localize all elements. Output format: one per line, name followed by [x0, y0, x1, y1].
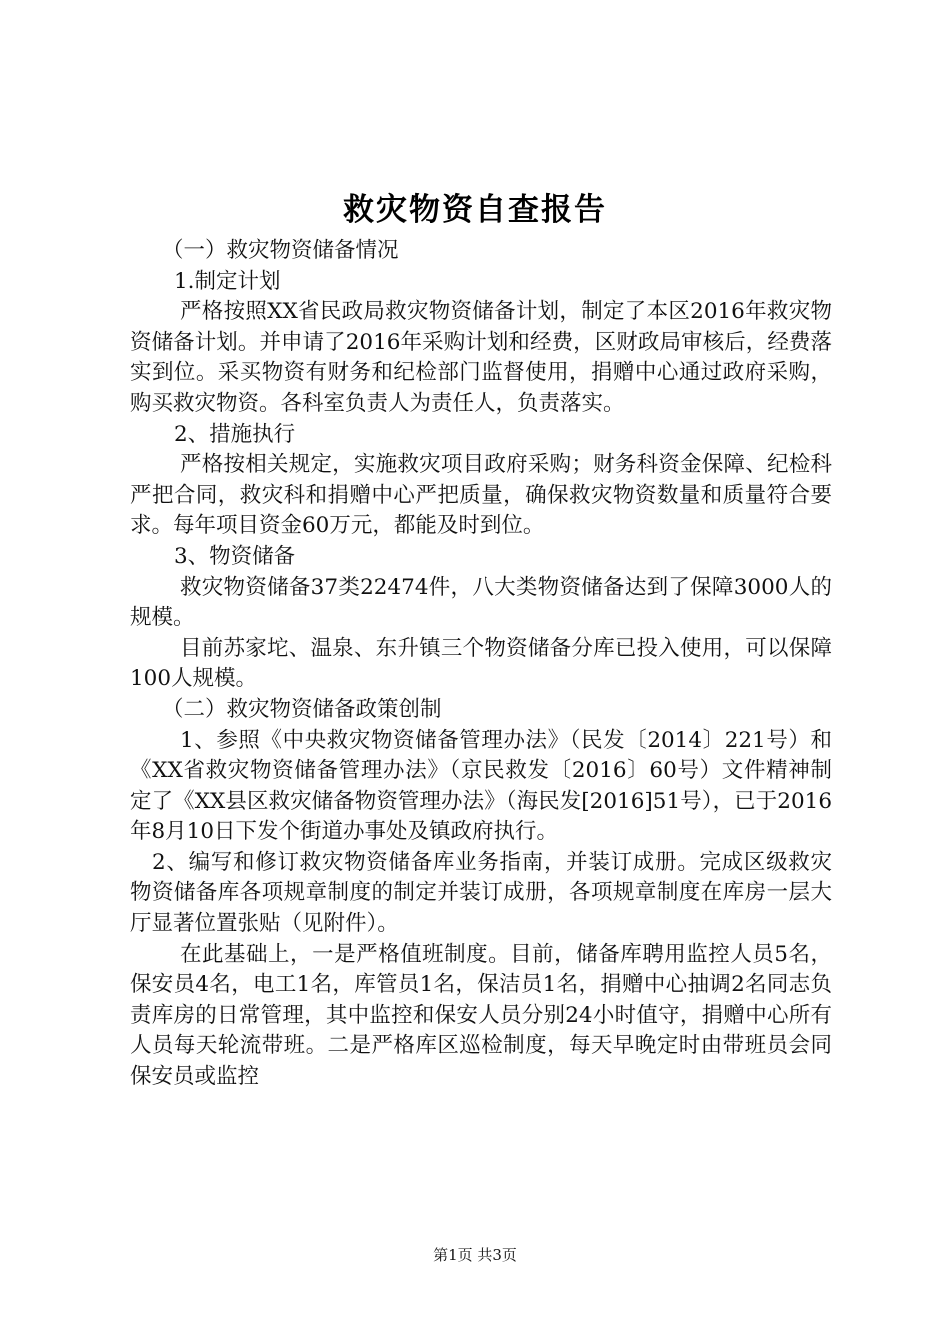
section-heading: （一）救灾物资储备情况 — [162, 238, 399, 263]
subsection-heading: 1.制定计划 — [174, 268, 281, 294]
paragraph: 严格按相关规定，实施救灾项目政府采购；财务科资金保障、纪检科严把合同，救灾科和捐赠中心严把质量，确保救灾物资数量和质量符合要求。每年项目资金60万元，都能及时到位。 — [130, 452, 832, 539]
paragraph: 严格按照XX省民政局救灾物资储备计划，制定了本区2016年救灾物资储备计划。并申请了2016年采购计划和经费，区财政局审核后，经费落实到位。采买物资有财务和纪检部门监督使用，捐赠中心通过政府采购，购买救灾物资。各科室负责人为责任人，负责落实。 — [130, 299, 832, 416]
document-body — [130, 236, 832, 1093]
paragraph: 在此基础上，一是严格值班制度。目前，储备库聘用监控人员5名，保安员4名，电工1名，库管员1名，保洁员1名，捐赠中心抽调2名同志负责库房的日常管理，其中监控和保安人员分别24小时值守，捐赠中心所有人员每天轮流带班。二是严格库区巡检制度，每天早晚定时由带班员会同保安员或监控 — [130, 941, 832, 1090]
paragraph: 目前苏家坨、温泉、东升镇三个物资储备分库已投入使用，可以保障100人规模。 — [130, 635, 832, 692]
section-heading: （二）救灾物资储备政策创制 — [162, 696, 442, 722]
subsection-heading: 2、措施执行 — [174, 421, 296, 447]
subsection-heading: 3、物资储备 — [174, 543, 296, 569]
page-number-footer: 第1页 共3页 — [433, 1246, 517, 1264]
paragraph: 1、参照《中央救灾物资储备管理办法》（民发〔2014〕221号）和《XX省救灾物资储备管理办法》（京民救发〔2016〕60号）文件精神制定了《XX县区救灾储备物资管理办法》（海民发[2016]51号），已于2016年8月10日下发个街道办事处及镇政府执行。 — [130, 727, 832, 845]
document-title: 救灾物资自查报告 — [343, 192, 607, 228]
paragraph: 救灾物资储备37类22474件，八大类物资储备达到了保障3000人的规模。 — [130, 574, 832, 631]
paragraph: 2、编写和修订救灾物资储备库业务指南，并装订成册。完成区级救灾物资储备库各项规章制度的制定并装订成册，各项规章制度在库房一层大厅显著位置张贴（见附件）。 — [130, 849, 832, 937]
